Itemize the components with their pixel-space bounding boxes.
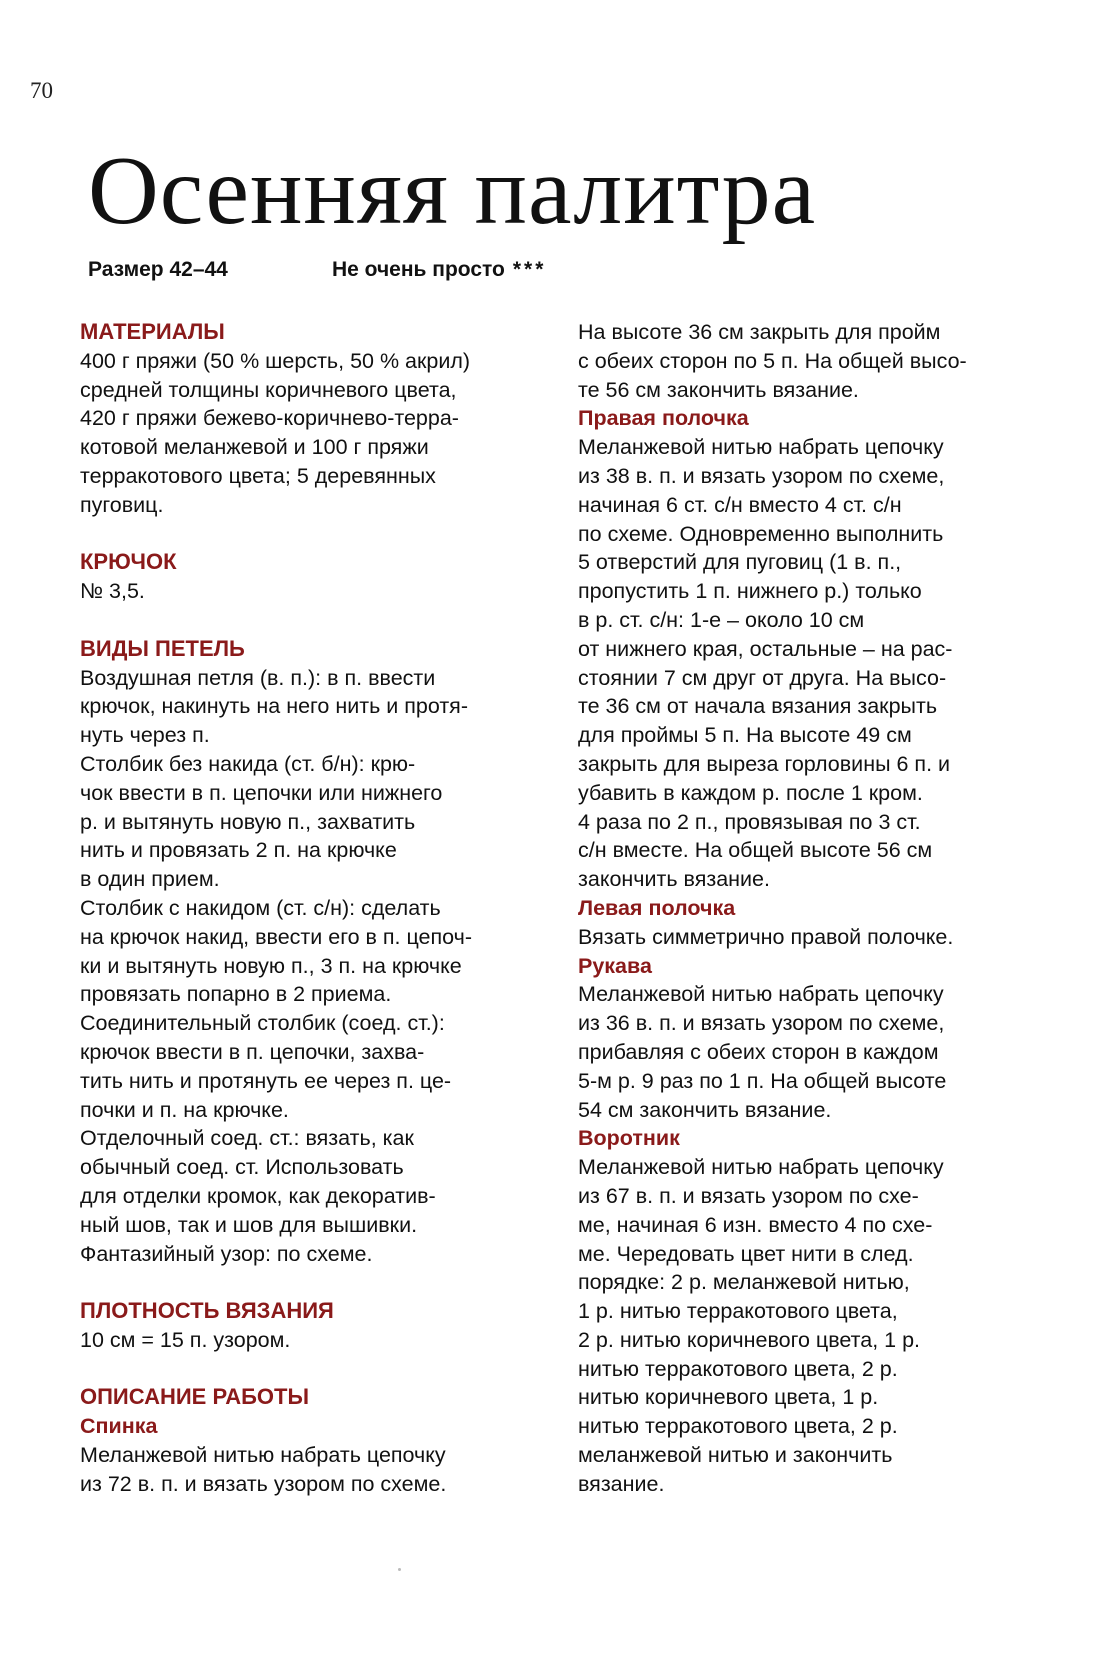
text-line: в один прием. xyxy=(80,867,220,892)
text-line: пуговиц. xyxy=(80,492,164,517)
text-line: из 67 в. п. и вязать узором по схе- xyxy=(578,1183,919,1208)
text-line: ме. Чередовать цвет нити в след. xyxy=(578,1241,914,1266)
text-line: вязание. xyxy=(578,1471,665,1496)
text-line: тить нить и протянуть ее через п. це- xyxy=(80,1068,452,1093)
text-line: чок ввести в п. цепочки или нижнего xyxy=(80,780,443,805)
text-line: ный шов, так и шов для вышивки. xyxy=(80,1212,418,1237)
text-line: провязать попарно в 2 приема. xyxy=(80,982,392,1007)
text-line: Столбик с накидом (ст. с/н): сделать xyxy=(80,895,441,920)
section-heading: ОПИСАНИЕ РАБОТЫ xyxy=(80,1384,309,1410)
text-line: ме, начиная 6 изн. вместо 4 по схе- xyxy=(578,1212,933,1237)
size-label: Размер 42–44 xyxy=(88,258,228,281)
difficulty-label: Не очень просто xyxy=(332,258,505,281)
text-line: из 38 в. п. и вязать узором по схеме, xyxy=(578,463,945,488)
page-title: Осенняя палитра xyxy=(88,137,817,245)
text-line: меланжевой нитью и закончить xyxy=(578,1443,893,1468)
left-column xyxy=(80,318,535,1499)
text-line: начиная 6 ст. с/н вместо 4 ст. с/н xyxy=(578,492,902,517)
section-spacer xyxy=(80,606,535,635)
page-speck xyxy=(398,1568,401,1571)
text-line: Воздушная петля (в. п.): в п. ввести xyxy=(80,665,436,690)
text-line: Вязать симметрично правой полочке. xyxy=(578,924,954,949)
text-line: на крючок накид, ввести его в п. цепоч- xyxy=(80,924,472,949)
text-line: Меланжевой нитью набрать цепочку xyxy=(80,1443,446,1468)
text-line: из 72 в. п. и вязать узором по схеме. xyxy=(80,1471,447,1496)
text-line: ки и вытянуть новую п., 3 п. на крючке xyxy=(80,953,462,978)
section-heading: ВИДЫ ПЕТЕЛЬ xyxy=(80,635,245,661)
text-line: стоянии 7 см друг от друга. На высо- xyxy=(578,665,947,690)
text-line: 4 раза по 2 п., провязывая по 3 ст. xyxy=(578,809,921,834)
text-line: нитью терракотового цвета, 2 р. xyxy=(578,1414,898,1439)
page-number: 70 xyxy=(30,78,53,103)
section-spacer xyxy=(80,1355,535,1384)
section-subheading: Спинка xyxy=(80,1414,158,1439)
text-line: 54 см закончить вязание. xyxy=(578,1097,832,1122)
text-line: 5 отверстий для пуговиц (1 в. п., xyxy=(578,550,902,575)
text-line: порядке: 2 р. меланжевой нитью, xyxy=(578,1270,910,1295)
section-subheading: Левая полочка xyxy=(578,895,736,920)
text-line: котовой меланжевой и 100 г пряжи xyxy=(80,435,429,460)
text-line: прибавляя с обеих сторон в каждом xyxy=(578,1039,939,1064)
text-line: Фантазийный узор: по схеме. xyxy=(80,1241,373,1266)
text-line: для проймы 5 п. На высоте 49 см xyxy=(578,723,912,748)
text-line: в р. ст. с/н: 1-е – около 10 см xyxy=(578,607,865,632)
text-line: с/н вместе. На общей высоте 56 см xyxy=(578,838,933,863)
text-line: нитью терракотового цвета, 2 р. xyxy=(578,1356,898,1381)
text-line: На высоте 36 см закрыть для пройм xyxy=(578,320,941,344)
right-column xyxy=(578,318,1058,1499)
text-line: обычный соед. ст. Использовать xyxy=(80,1155,404,1180)
section-spacer xyxy=(80,1268,535,1297)
text-line: Отделочный соед. ст.: вязать, как xyxy=(80,1126,414,1151)
text-line: почки и п. на крючке. xyxy=(80,1097,289,1122)
section-subheading: Воротник xyxy=(578,1126,680,1151)
text-line: из 36 в. п. и вязать узором по схеме, xyxy=(578,1011,945,1036)
text-line: Столбик без накида (ст. б/н): крю- xyxy=(80,751,416,776)
text-line: нуть через п. xyxy=(80,723,210,748)
text-line: по схеме. Одновременно выполнить xyxy=(578,521,944,546)
text-line: 10 см = 15 п. узором. xyxy=(80,1327,291,1352)
text-line: Меланжевой нитью набрать цепочку xyxy=(578,435,944,460)
section-subheading: Рукава xyxy=(578,953,652,978)
text-line: те 36 см от начала вязания закрыть xyxy=(578,694,938,719)
text-line: убавить в каждом р. после 1 кром. xyxy=(578,780,923,805)
text-line: крючок ввести в п. цепочки, захва- xyxy=(80,1039,425,1064)
text-line: закрыть для выреза горловины 6 п. и xyxy=(578,751,951,776)
text-line: пропустить 1 п. нижнего р.) только xyxy=(578,579,922,604)
text-line: 420 г пряжи бежево-коричнево-терра- xyxy=(80,406,459,431)
text-line: терракотового цвета; 5 деревянных xyxy=(80,463,436,488)
text-line: средней толщины коричневого цвета, xyxy=(80,377,457,402)
text-line: закончить вязание. xyxy=(578,867,770,892)
text-line: нитью коричневого цвета, 1 р. xyxy=(578,1385,879,1410)
text-line: 2 р. нитью коричневого цвета, 1 р. xyxy=(578,1327,921,1352)
text-line: № 3,5. xyxy=(80,579,145,604)
text-line: для отделки кромок, как декоратив- xyxy=(80,1183,436,1208)
text-line: 400 г пряжи (50 % шерсть, 50 % акрил) xyxy=(80,348,471,373)
text-line: с обеих сторон по 5 п. На общей высо- xyxy=(578,348,967,373)
difficulty-rating xyxy=(332,258,546,282)
section-spacer xyxy=(80,520,535,549)
text-line: Соединительный столбик (соед. ст.): xyxy=(80,1011,445,1036)
text-line: от нижнего края, остальные – на рас- xyxy=(578,636,953,661)
text-line: нить и провязать 2 п. на крючке xyxy=(80,838,397,863)
text-line: Меланжевой нитью набрать цепочку xyxy=(578,1155,944,1180)
text-line: крючок, накинуть на него нить и протя- xyxy=(80,694,468,719)
text-line: р. и вытянуть новую п., захватить xyxy=(80,809,416,834)
text-line: те 56 см закончить вязание. xyxy=(578,377,859,402)
difficulty-stars: *** xyxy=(512,258,547,281)
text-line: 1 р. нитью терракотового цвета, xyxy=(578,1299,898,1324)
section-heading: КРЮЧОК xyxy=(80,549,177,575)
text-line: Меланжевой нитью набрать цепочку xyxy=(578,982,944,1007)
section-heading: ПЛОТНОСТЬ ВЯЗАНИЯ xyxy=(80,1298,334,1324)
text-line: 5-м р. 9 раз по 1 п. На общей высоте xyxy=(578,1068,947,1093)
section-subheading: Правая полочка xyxy=(578,406,749,431)
section-heading: МАТЕРИАЛЫ xyxy=(80,319,225,344)
